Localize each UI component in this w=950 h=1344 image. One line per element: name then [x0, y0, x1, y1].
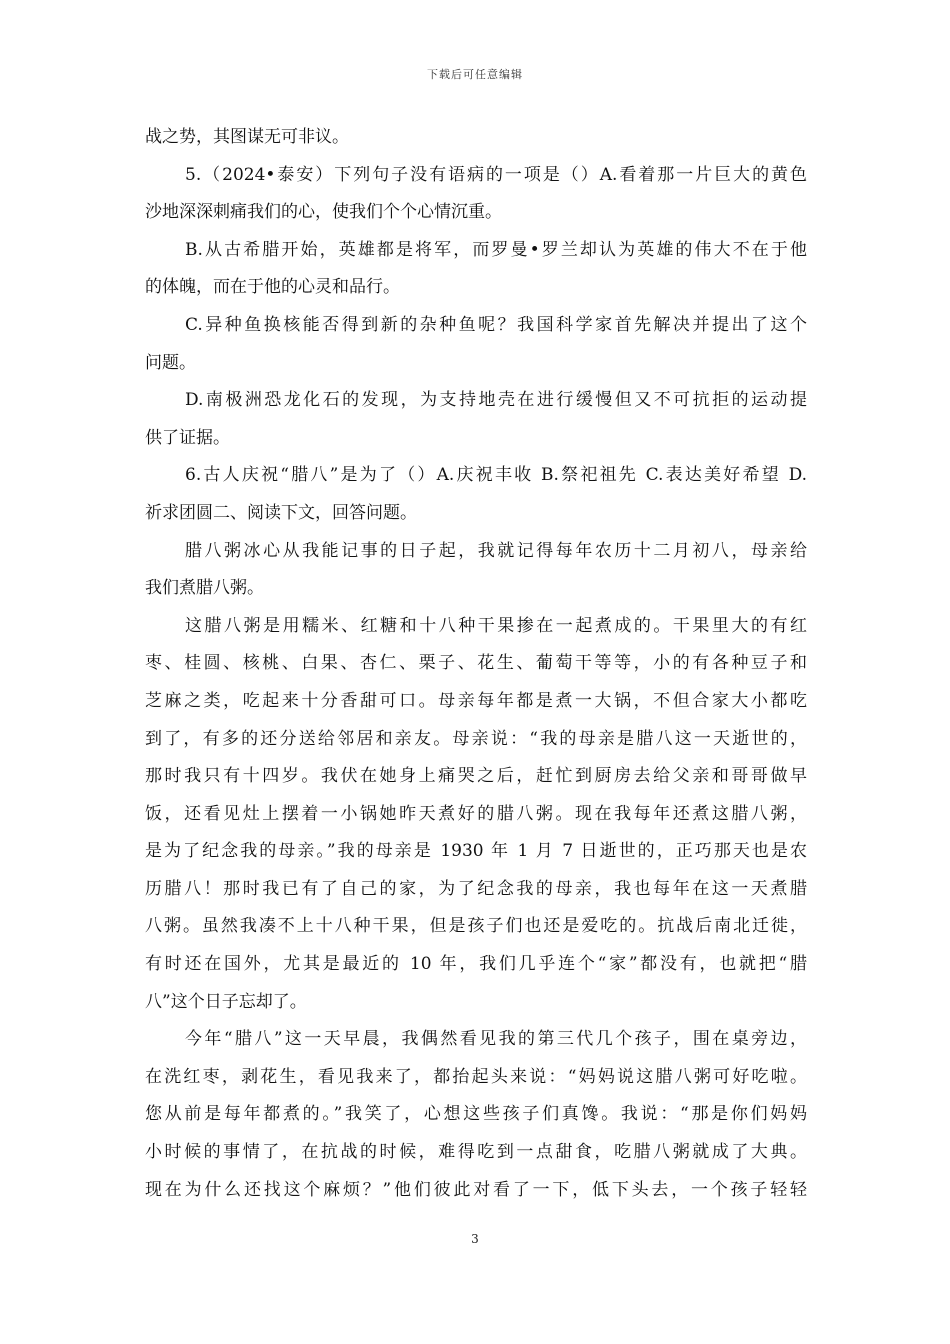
text-line: D.南极洲恐龙化石的发现，为支持地壳在进行缓慢但又不可抗拒的运动提 — [185, 390, 807, 411]
text-line: 我们煮腊八粥。 — [145, 578, 264, 599]
text-line: 5.（2024•泰安）下列句子没有语病的一项是（）A.看着那一片巨大的黄色 — [185, 164, 807, 185]
text-line: 现在为什么还找这个麻烦？”他们彼此对看了一下，低下头去，一个孩子轻轻 — [145, 1179, 807, 1200]
text-line: 八粥。虽然我凑不上十八种干果，但是孩子们也还是爱吃的。抗战后南北迁徙， — [145, 916, 807, 937]
text-line: 那时我只有十四岁。我伏在她身上痛哭之后，赶忙到厨房去给父亲和哥哥做早 — [145, 766, 807, 787]
text-line: B.从古希腊开始，英雄都是将军，而罗曼•罗兰却认为英雄的伟大不在于他 — [185, 239, 807, 260]
text-line: 历腊八！那时我已有了自己的家，为了纪念我的母亲，我也每年在这一天煮腊 — [145, 878, 807, 899]
text-line: 饭，还看见灶上摆着一小锅她昨天煮好的腊八粥。现在我每年还煮这腊八粥， — [145, 803, 807, 824]
text-line: 供了证据。 — [145, 427, 230, 448]
text-line: 这腊八粥是用糯米、红糖和十八种干果掺在一起煮成的。干果里大的有红 — [185, 615, 807, 636]
text-line: 6.古人庆祝“腊八”是为了（）A.庆祝丰收 B.祭祀祖先 C.表达美好希望 D. — [185, 465, 807, 486]
document-body — [145, 119, 807, 1209]
text-line: 芝麻之类，吃起来十分香甜可口。母亲每年都是煮一大锅，不但合家大小都吃 — [145, 690, 807, 711]
text-line: 今年“腊八”这一天早晨，我偶然看见我的第三代几个孩子，围在桌旁边， — [185, 1029, 807, 1050]
text-line: 到了，有多的还分送给邻居和亲友。母亲说：“我的母亲是腊八这一天逝世的， — [145, 728, 807, 749]
text-line: 战之势，其图谋无可非议。 — [145, 127, 349, 147]
page-number: 3 — [471, 1232, 479, 1246]
text-line: 您从前是每年都煮的。”我笑了，心想这些孩子们真馋。我说：“那是你们妈妈 — [145, 1104, 807, 1125]
text-line: 沙地深深刺痛我们的心，使我们个个心情沉重。 — [145, 202, 502, 223]
text-line: 枣、桂圆、核桃、白果、杏仁、栗子、花生、葡萄干等等，小的有各种豆子和 — [145, 653, 807, 674]
page-header: 下载后可任意编辑 — [427, 68, 523, 81]
text-line: 腊八粥冰心从我能记事的日子起，我就记得每年农历十二月初八，母亲给 — [185, 540, 807, 561]
text-line: 在洗红枣，剥花生，看见我来了，都抬起头来说：“妈妈说这腊八粥可好吃啦。 — [145, 1066, 807, 1087]
text-line: C.异种鱼换核能否得到新的杂种鱼呢？我国科学家首先解决并提出了这个 — [185, 314, 807, 335]
text-line: 小时候的事情了，在抗战的时候，难得吃到一点甜食，吃腊八粥就成了大典。 — [145, 1142, 807, 1163]
text-line: 有时还在国外，尤其是最近的 10 年，我们几乎连个“家”都没有，也就把“腊 — [145, 954, 807, 975]
text-line: 的体魄，而在于他的心灵和品行。 — [145, 277, 400, 298]
text-line: 是为了纪念我的母亲。”我的母亲是 1930 年 1 月 7 日逝世的，正巧那天也是农 — [145, 841, 807, 862]
text-line: 八”这个日子忘却了。 — [145, 991, 307, 1012]
text-line: 祈求团圆二、阅读下文，回答问题。 — [145, 502, 417, 523]
text-line: 问题。 — [145, 352, 196, 373]
